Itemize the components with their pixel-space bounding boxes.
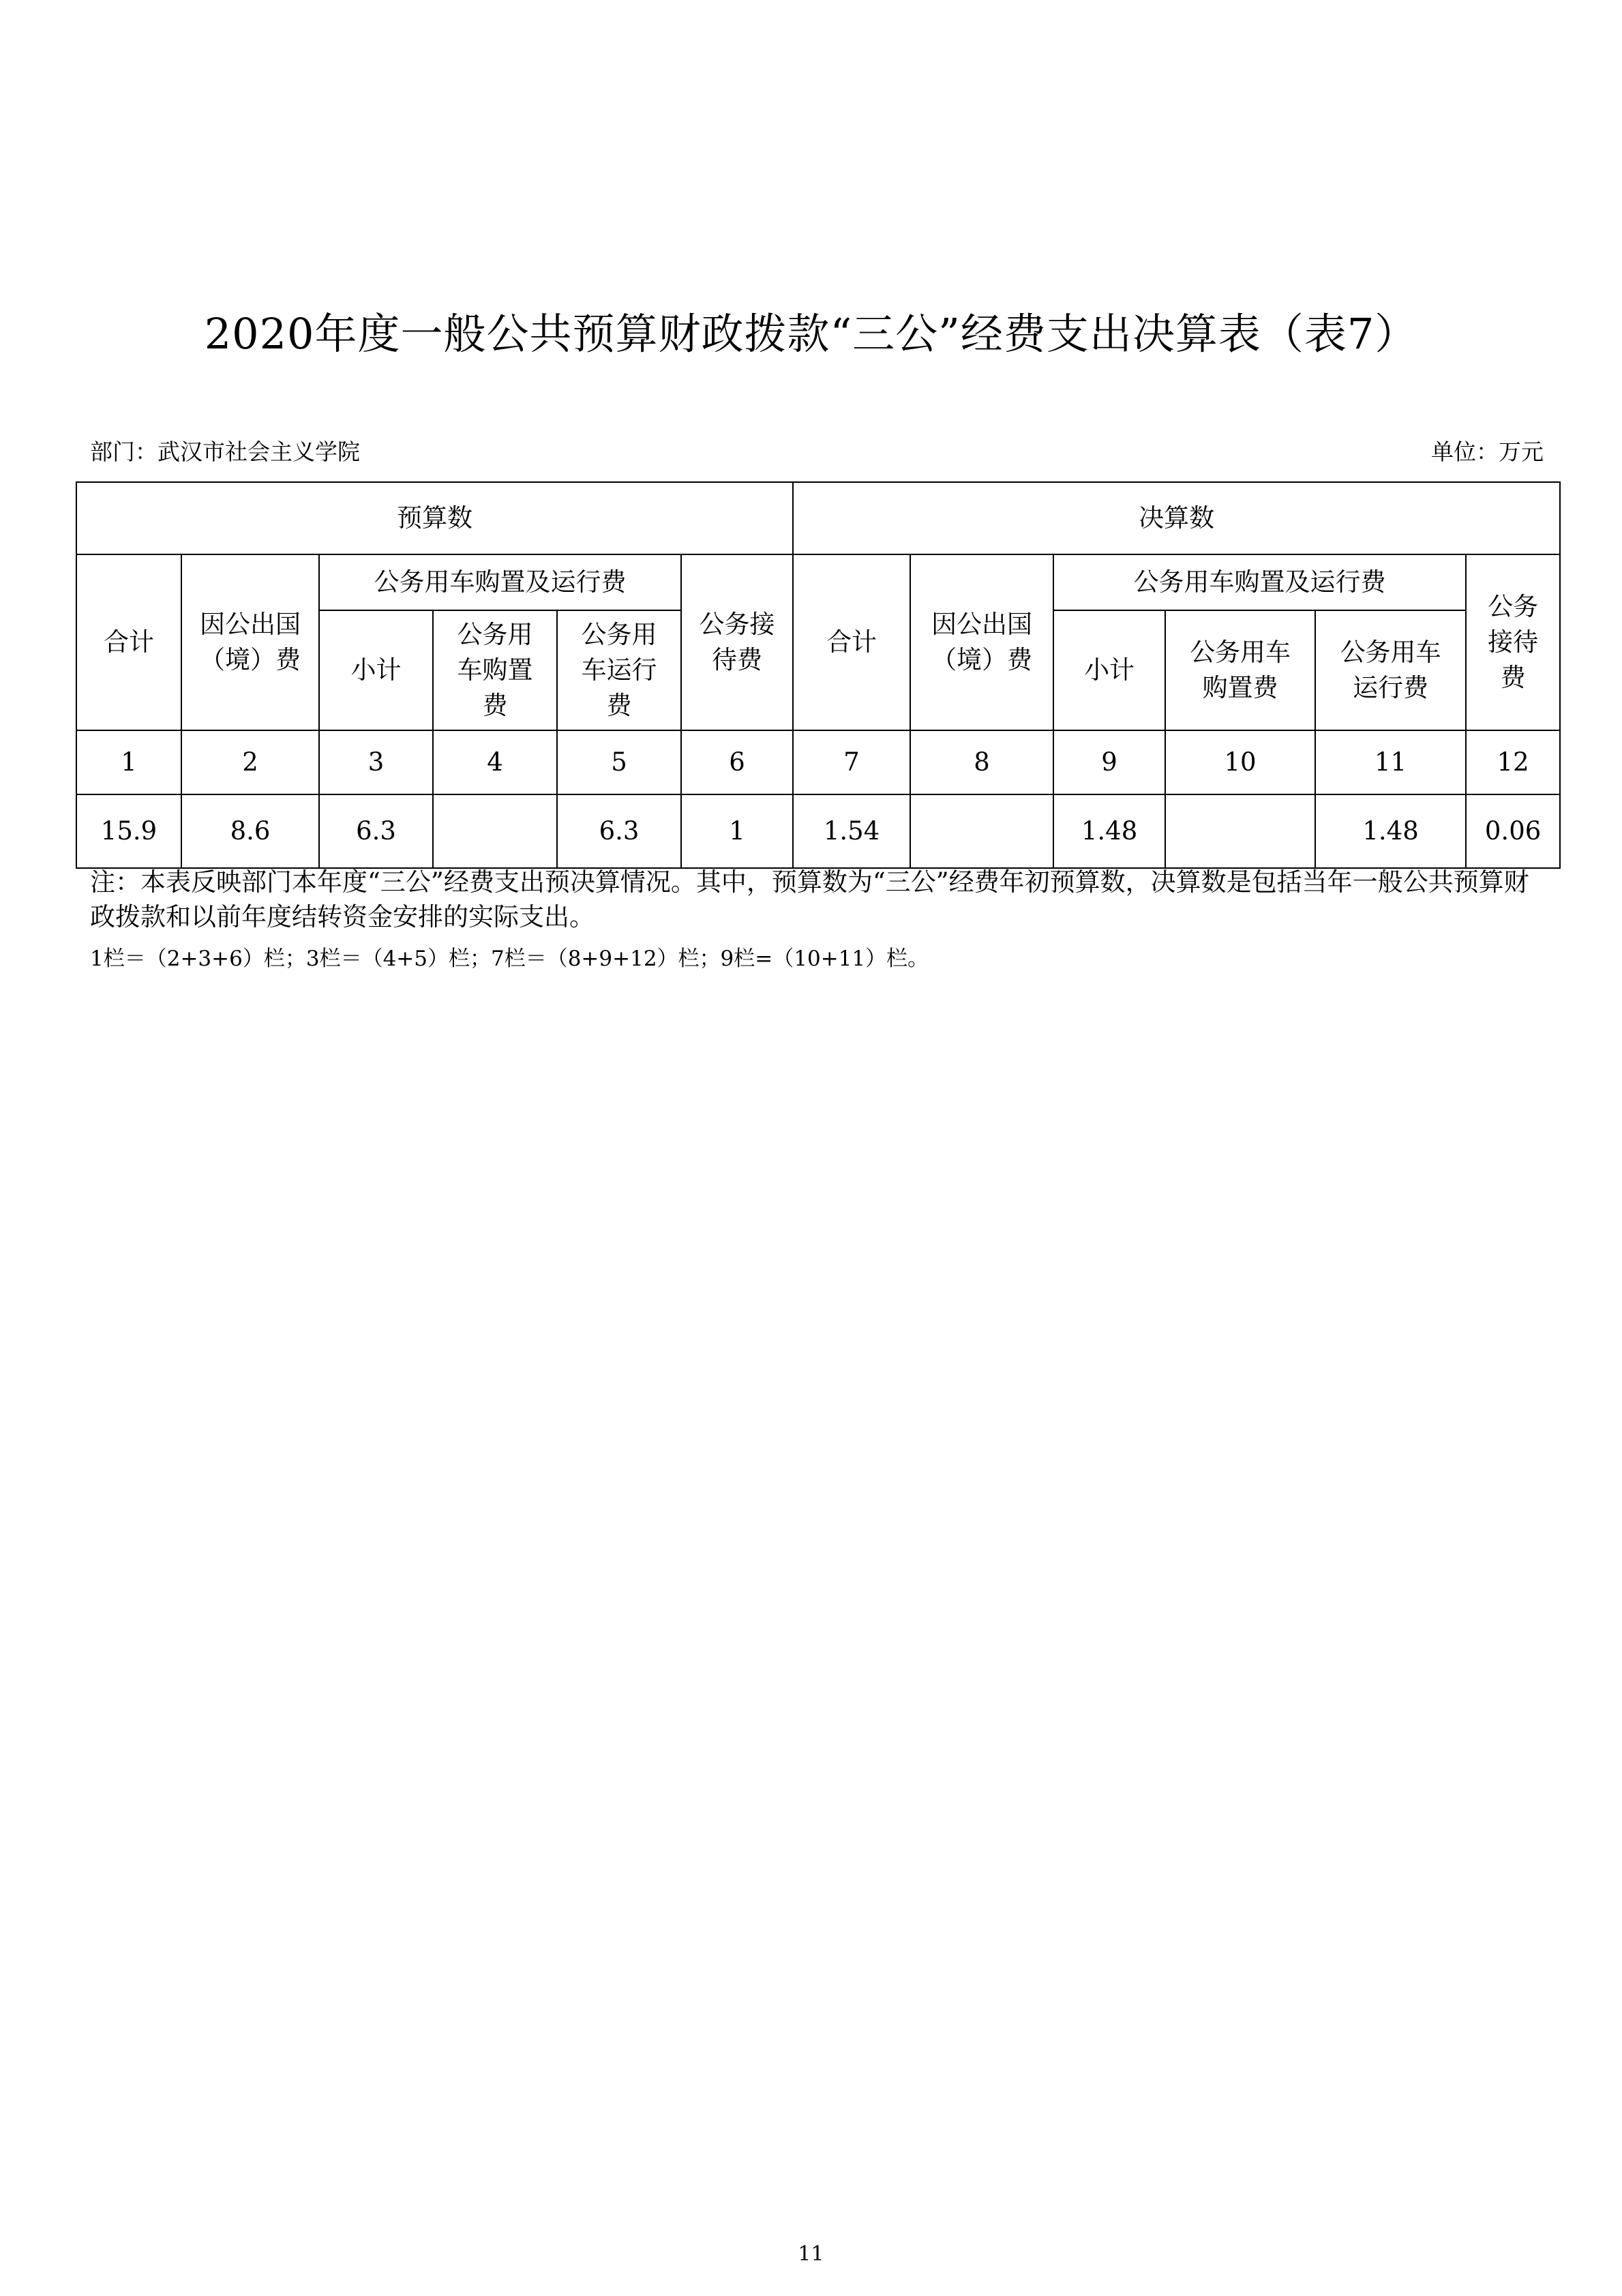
final-reception-header: 公务接待费: [1466, 554, 1560, 730]
column-number: 8: [910, 730, 1053, 794]
table-note: 注：本表反映部门本年度“三公”经费支出预决算情况。其中，预算数为“三公”经费年初预算数，决算数是包括当年一般公共预算财政拨款和以前年度结转资金安排的实际支出。: [90, 867, 1529, 931]
budget-vehicle-purchase-header: 公务用车购置费: [433, 610, 557, 730]
budget-vehicle-operation-value: 6.3: [557, 794, 681, 868]
budget-reception-value: 1: [681, 794, 793, 868]
column-number-row: [76, 730, 1560, 794]
budget-vehicle-operation-header: 公务用车运行费: [557, 610, 681, 730]
final-vehicle-operation-header: 公务用车运行费: [1315, 610, 1466, 730]
budget-total-value: 15.9: [76, 794, 181, 868]
final-vehicle-subtotal-header: 小计: [1053, 610, 1165, 730]
budget-vehicle-group-header: 公务用车购置及运行费: [319, 554, 681, 610]
column-number: 4: [433, 730, 557, 794]
final-reception-value: 0.06: [1466, 794, 1560, 868]
page-title: 2020年度一般公共预算财政拨款“三公”经费支出决算表（表7）: [204, 309, 1418, 359]
column-number: 10: [1165, 730, 1315, 794]
column-header-row: [76, 554, 1560, 610]
final-total-header: 合计: [793, 554, 910, 730]
final-overseas-header: 因公出国（境）费: [910, 554, 1053, 730]
column-formula-note: 1栏＝（2+3+6）栏；3栏＝（4+5）栏；7栏＝（8+9+12）栏；9栏=（10+11）栏。: [90, 946, 929, 971]
budget-vehicle-subtotal-header: 小计: [319, 610, 433, 730]
budget-overseas-value: 8.6: [181, 794, 319, 868]
value-row: [76, 794, 1560, 868]
final-vehicle-purchase-value: [1165, 794, 1315, 868]
final-vehicle-group-header: 公务用车购置及运行费: [1053, 554, 1466, 610]
budget-reception-header: 公务接待费: [681, 554, 793, 730]
column-number: 9: [1053, 730, 1165, 794]
group-header-row: [76, 482, 1560, 554]
column-number: 11: [1315, 730, 1466, 794]
budget-total-header: 合计: [76, 554, 181, 730]
final-group-header: 决算数: [793, 482, 1560, 554]
final-vehicle-purchase-header: 公务用车购置费: [1165, 610, 1315, 730]
final-vehicle-operation-value: 1.48: [1315, 794, 1466, 868]
department-label: 部门：武汉市社会主义学院: [90, 438, 360, 465]
column-number: 7: [793, 730, 910, 794]
unit-label: 单位：万元: [1431, 438, 1544, 465]
budget-group-header: 预算数: [76, 482, 793, 554]
final-vehicle-subtotal-value: 1.48: [1053, 794, 1165, 868]
budget-vehicle-purchase-value: [433, 794, 557, 868]
final-overseas-value: [910, 794, 1053, 868]
column-number: 12: [1466, 730, 1560, 794]
final-total-value: 1.54: [793, 794, 910, 868]
column-number: 6: [681, 730, 793, 794]
page-number: 11: [798, 2242, 824, 2266]
column-number: 1: [76, 730, 181, 794]
column-number: 5: [557, 730, 681, 794]
three-public-expenses-table: [76, 481, 1561, 869]
budget-overseas-header: 因公出国（境）费: [181, 554, 319, 730]
column-number: 2: [181, 730, 319, 794]
column-number: 3: [319, 730, 433, 794]
budget-vehicle-subtotal-value: 6.3: [319, 794, 433, 868]
